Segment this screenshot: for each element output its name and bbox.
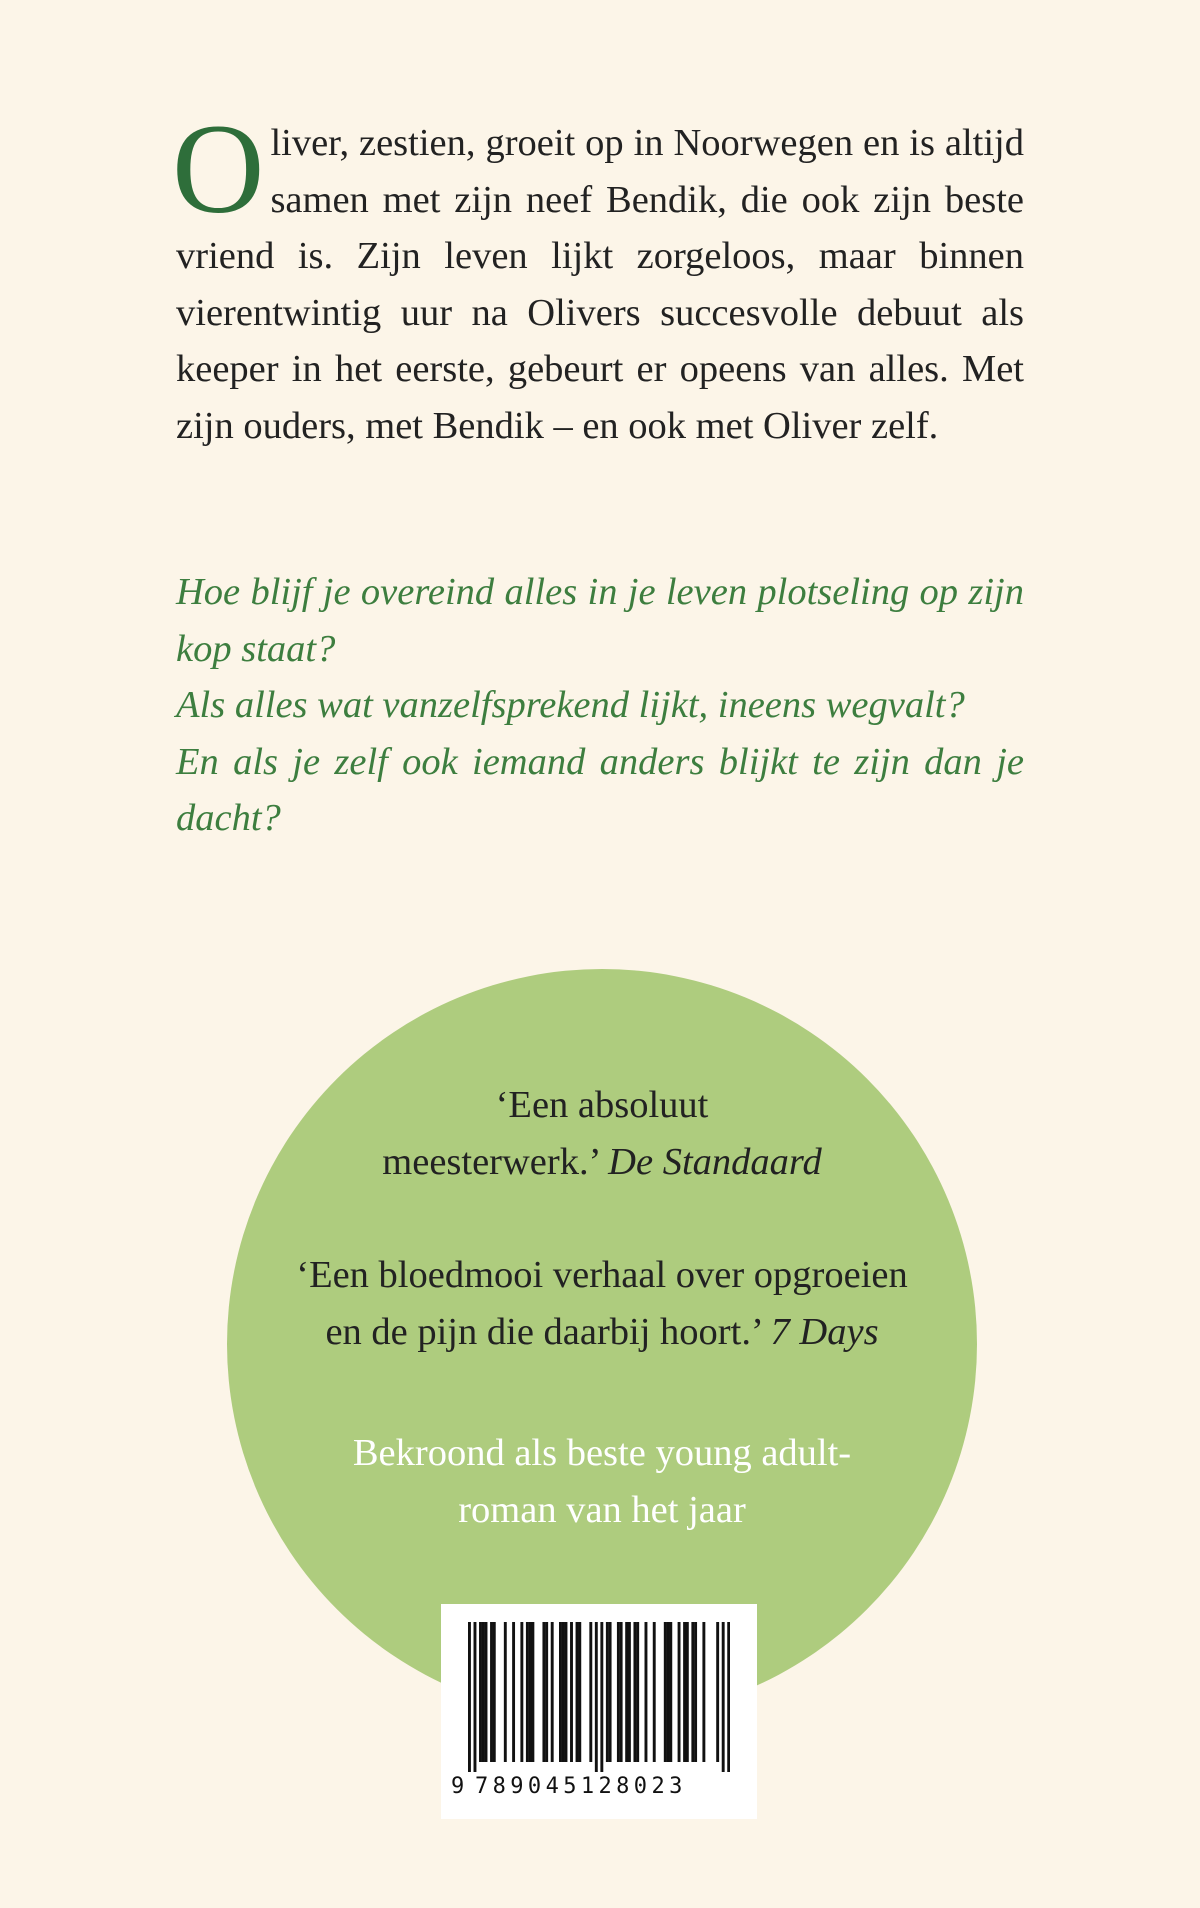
barcode-bar [669,1622,672,1762]
barcode-lead-digit: 9 [451,1774,469,1799]
barcode-bar [493,1622,496,1762]
barcode-bar [702,1622,705,1762]
barcode-bar [565,1622,568,1762]
barcode-bar [636,1622,639,1762]
barcode-bar [609,1622,612,1762]
blurb-paragraph [172,98,1024,454]
barcode [441,1604,757,1819]
review-quote-2-text: en de pijn die daarbij hoort.’ [325,1310,771,1353]
barcode-bar [606,1622,609,1762]
review-quote-2 [227,1247,977,1360]
barcode-bars [468,1622,730,1772]
barcode-digits: 789045128023 [475,1774,687,1799]
review-quote-2-line-2 [227,1304,977,1361]
barcode-bar [485,1622,488,1762]
barcode-bar [545,1622,548,1762]
barcode-bar [479,1622,482,1762]
barcode-bar [628,1622,631,1762]
review-quote-2-source: 7 Days [770,1310,879,1353]
barcode-bar [589,1622,592,1762]
question-1: Hoe blijf je overeind alles in je leven plotseling op zijn kop staat? [176,571,1024,670]
review-quote-1-line-1: ‘Een absoluut [495,1084,709,1126]
review-quote-1-source: De Standaard [608,1140,822,1183]
barcode-bar [645,1622,648,1762]
barcode-bar [520,1622,523,1762]
barcode-bar [625,1622,628,1762]
barcode-bar [600,1622,603,1772]
barcode-bar [490,1622,493,1762]
review-quote-2-line-1: ‘Een bloedmooi verhaal over opgroeien [296,1254,908,1296]
question-2: Als alles wat vanzelfsprekend lijkt, ineens wegvalt? [176,684,965,726]
review-quote-1 [227,1077,977,1190]
barcode-bar [722,1622,725,1772]
barcode-bar [664,1622,667,1762]
barcode-bar [727,1622,730,1772]
barcode-bar [512,1622,515,1762]
barcode-bar [620,1622,623,1762]
barcode-bar [578,1622,581,1762]
barcode-bar [531,1622,534,1762]
blurb-text: liver, zestien, groeit op in Noorwegen en is altijd samen met zijn neef Bendik, die ook zijn beste vriend is. Zijn leven lijkt zorgeloos, maar binnen vierentwintig uur na Olivers succesvolle debuut als keeper in het eerste, gebeurt er opeens van alles. Met zijn ouders, met Bendik – en ook met Oliver zelf. [176,122,1024,447]
barcode-bar [551,1622,554,1762]
barcode-bar [559,1622,562,1762]
barcode-bar [716,1622,719,1762]
barcode-bar [653,1622,656,1762]
barcode-bar [468,1622,471,1772]
barcode-bar [683,1622,686,1762]
barcode-bar [667,1622,670,1762]
barcode-bar [562,1622,565,1762]
barcode-bar [633,1622,636,1762]
barcode-bar [474,1622,477,1772]
barcode-bar [570,1622,573,1762]
barcode-bar [595,1622,598,1772]
drop-cap: O [172,98,265,240]
barcode-bar [542,1622,545,1762]
review-quote-1-text: meesterwerk.’ [382,1140,609,1183]
barcode-bar [576,1622,579,1762]
barcode-bar [691,1622,694,1762]
award-text [227,1425,977,1538]
review-quote-1-line-2 [227,1134,977,1191]
barcode-bar [686,1622,689,1762]
award-line-2: roman van het jaar [458,1488,746,1531]
barcode-bar [617,1622,620,1762]
barcode-bar [482,1622,485,1762]
question-3: En als je zelf ook iemand anders blijkt te zijn dan je dacht? [176,740,1024,839]
barcode-bar [694,1622,697,1762]
barcode-bar [526,1622,529,1762]
award-line-1: Bekroond als beste young adult- [352,1432,852,1474]
questions-block [176,564,1024,847]
barcode-bar [504,1622,507,1762]
barcode-bar [678,1622,681,1762]
barcode-bar [529,1622,532,1762]
